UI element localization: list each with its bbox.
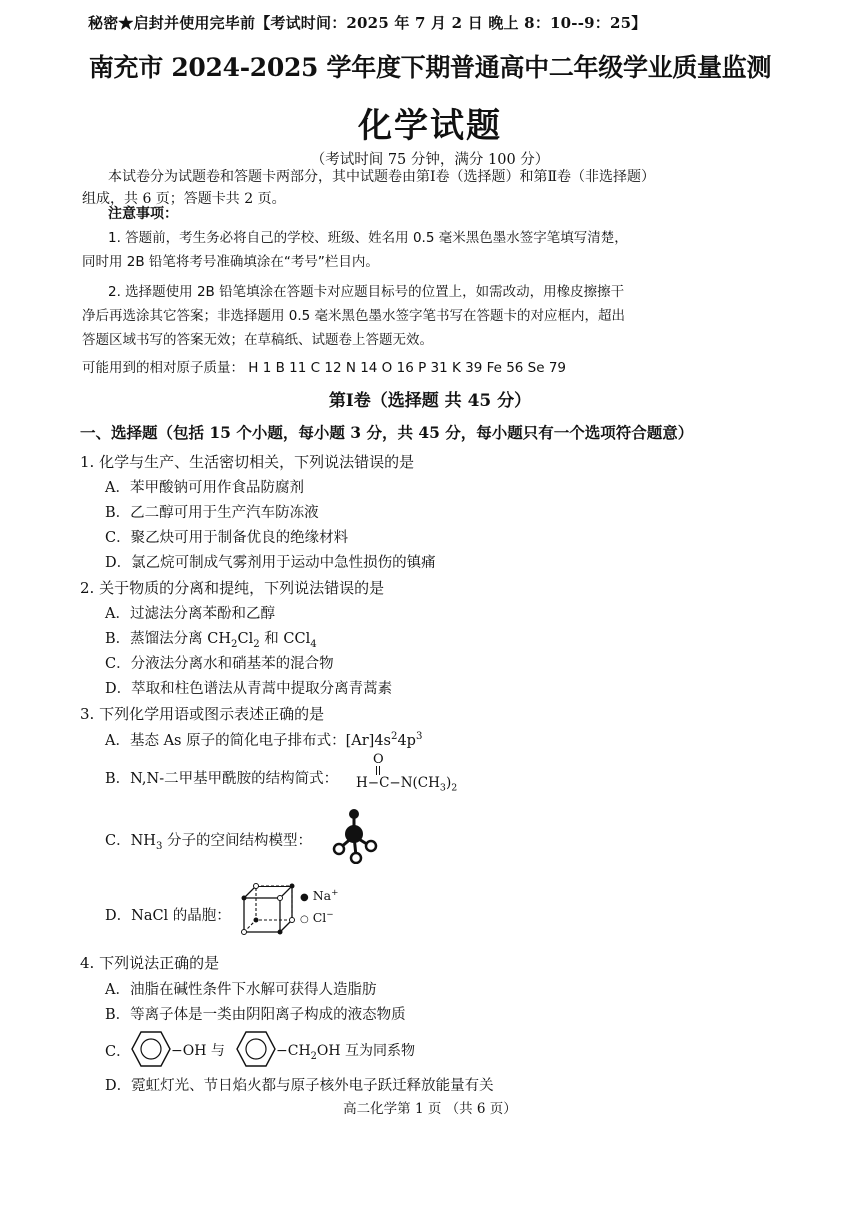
q3-b-double-bond [376,766,378,775]
section-title: 第Ⅰ卷（选择题 共 45 分） [328,391,532,411]
exam-title: 南充市 2024-2025 学年度下期普通高中二年级学业质量监测 [88,53,772,82]
q1-option-a: A．苯甲酸钠可用作食品防腐剂 [105,480,304,496]
phenol-benzene-ring [131,1030,171,1068]
q4-option-a: A．油脂在碱性条件下水解可获得人造脂肪 [105,982,377,998]
q1-option-c: C．聚乙炔可用于制备优良的绝缘材料 [105,530,349,546]
q3-option-c-label: C．$NH_3$ 分子的空间结构模型： [105,833,312,852]
q2-stem: 2. 关于物质的分离和提纯，下列说法错误的是 [80,579,385,597]
q3-option-d-label: D．NaCl 的晶胞： [105,908,231,924]
intro-line-1: 本试卷分为试题卷和答题卡两部分，其中试题卷由第Ⅰ卷（选择题）和第Ⅱ卷（非选择题） [108,169,656,185]
q1-option-b: B．乙二醇可用于生产汽车防冻液 [105,505,319,521]
confidential-header: 秘密★启封并使用完毕前【考试时间：2025 年 7 月 2 日 晚上 8：10--9：25】 [88,14,647,32]
nh3-ball-and-stick-model [332,806,378,864]
q3-option-b-label: B．N,N-二甲基甲酰胺的结构简式： [105,771,339,787]
notes-title: 注意事项： [108,206,178,222]
note-2-line-3: 答题区域书写的答案无效；在草稿纸、试题卷上答题无效。 [82,332,433,348]
part-one-heading: 一、选择题（包括 15 个小题，每小题 3 分，共 45 分，每小题只有一个选项符合题意） [80,423,694,442]
q4-c-phenol-oh: −OH 与 [171,1043,225,1059]
q2-option-c: C．分液法分离水和硝基苯的混合物 [105,656,334,672]
q4-option-c-label: C． [105,1044,131,1060]
page-footer: 高二化学第 1 页 （共 6 页） [343,1101,517,1117]
q3-stem: 3. 下列化学用语或图示表述正确的是 [80,705,325,723]
subject-title: 化学试题 [358,106,502,146]
q4-option-d: D．霓虹灯光、节日焰火都与原子核外电子跃迁释放能量有关 [105,1078,494,1094]
q3-b-carbonyl-oxygen: O [373,752,384,767]
legend-cl-ion: ○ Cl− [300,910,334,926]
q4-c-benzyl-alcohol: $-CH_2OH$ 互为同系物 [276,1043,416,1062]
nacl-unit-cell-diagram [236,880,298,936]
benzyl-alcohol-benzene-ring [236,1030,276,1068]
legend-na-ion: ● Na+ [300,888,339,904]
intro-line-2: 组成，共 6 页；答题卡共 2 页。 [82,191,286,207]
exam-time-info: （考试时间 75 分钟，满分 100 分） [310,152,550,168]
q3-b-double-bond-2 [379,766,381,775]
q1-option-d: D．氯乙烷可制成气雾剂用于运动中急性损伤的镇痛 [105,555,436,571]
q4-option-b: B．等离子体是一类由阴阳离子构成的液态物质 [105,1007,406,1023]
q3-option-b-formula: $H-C-N(CH_3)_2$ [356,775,458,794]
q3-option-a: A．基态 As 原子的简化电子排布式：$[Ar]4s^24p^3$ [105,731,423,749]
q2-option-d: D．萃取和柱色谱法从青蒿中提取分离青蒿素 [105,681,393,697]
note-2-line-1: 2. 选择题使用 2B 铅笔填涂在答题卡对应题目标号的位置上，如需改动，用橡皮擦擦干 [108,284,625,300]
q2-option-b: B．蒸馏法分离 $CH_2Cl_2$ 和 CCl$_4$ [105,631,317,650]
q1-stem: 1. 化学与生产、生活密切相关，下列说法错误的是 [80,453,415,471]
q2-option-a: A．过滤法分离苯酚和乙醇 [105,606,275,622]
note-2-line-2: 净后再选涂其它答案；非选择题用 0.5 毫米黑色墨水签字笔书写在答题卡的对应框内，超出 [82,308,626,324]
atomic-mass-line: 可能用到的相对原子质量： H 1 B 11 C 12 N 14 O 16 P 31 K 39 Fe 56 Se 79 [82,360,567,376]
q4-stem: 4. 下列说法正确的是 [80,954,220,972]
note-1-line-1: 1. 答题前，考生务必将自己的学校、班级、姓名用 0.5 毫米黑色墨水签字笔填写清楚， [108,230,628,246]
note-1-line-2: 同时用 2B 铅笔将考号准确填涂在“考号”栏目内。 [82,254,379,270]
